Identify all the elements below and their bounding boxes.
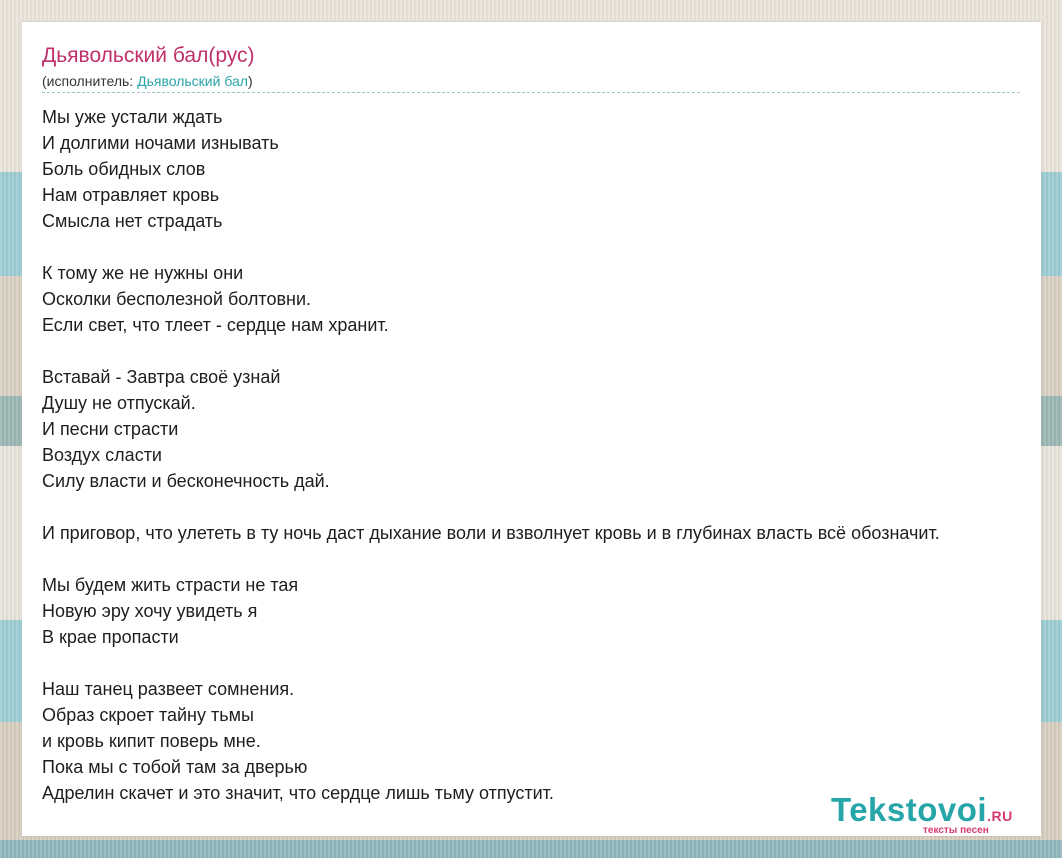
lyric-blank-line — [42, 546, 1041, 572]
lyric-line: Смысла нет страдать — [42, 211, 223, 231]
artist-line — [42, 73, 253, 89]
lyric-line: Образ скроет тайну тьмы — [42, 705, 254, 725]
lyric-line: И песни страсти — [42, 419, 179, 439]
lyric-line: К тому же не нужны они — [42, 263, 244, 283]
lyric-line: Новую эру хочу увидеть я — [42, 601, 258, 621]
lyric-line: Адрелин скачет и это значит, что сердце лишь тьму отпустит. — [42, 783, 554, 803]
logo-name: Tekstovoi — [831, 791, 988, 828]
lyric-line: Пока мы с тобой там за дверью — [42, 757, 308, 777]
lyric-line: Вставай - Завтра своё узнай — [42, 367, 281, 387]
artist-suffix: ) — [247, 73, 253, 89]
lyric-blank-line — [42, 338, 1041, 364]
lyric-line: И приговор, что улететь в ту ночь даст дыхание воли и взволнует кровь и в глубинах власть всё обозначит. — [42, 523, 940, 543]
logo-tagline: тексты песен — [923, 825, 989, 836]
artist-link[interactable]: Дьявольский бал — [137, 73, 248, 89]
lyric-line: Силу власти и бесконечность дай. — [42, 471, 330, 491]
site-logo[interactable] — [831, 792, 1041, 836]
lyric-line: Осколки бесполезной болтовни. — [42, 289, 312, 309]
lyric-line: Душу не отпускай. — [42, 393, 196, 413]
title-divider — [42, 92, 1020, 93]
lyric-line: и кровь кипит поверь мне. — [42, 731, 261, 751]
lyric-line: В крае пропасти — [42, 627, 179, 647]
lyric-line: Нам отравляет кровь — [42, 185, 220, 205]
lyric-blank-line — [42, 234, 1041, 260]
artist-prefix: (исполнитель: — [42, 73, 138, 89]
lyric-blank-line — [42, 494, 1041, 520]
lyric-blank-line — [42, 650, 1041, 676]
lyric-line: Воздух сласти — [42, 445, 162, 465]
lyric-line: Наш танец развеет сомнения. — [42, 679, 295, 699]
lyric-line: Мы будем жить страсти не тая — [42, 575, 299, 595]
song-title: Дьявольский бал(рус) — [42, 44, 255, 67]
lyric-line: Мы уже устали ждать — [42, 107, 223, 127]
lyrics-card — [22, 22, 1041, 836]
lyric-line: Боль обидных слов — [42, 159, 206, 179]
lyric-line: Если свет, что тлеет - сердце нам хранит. — [42, 315, 389, 335]
logo-domain: .RU — [987, 808, 1013, 824]
lyrics-text — [42, 104, 1041, 806]
lyric-line: И долгими ночами изнывать — [42, 133, 279, 153]
